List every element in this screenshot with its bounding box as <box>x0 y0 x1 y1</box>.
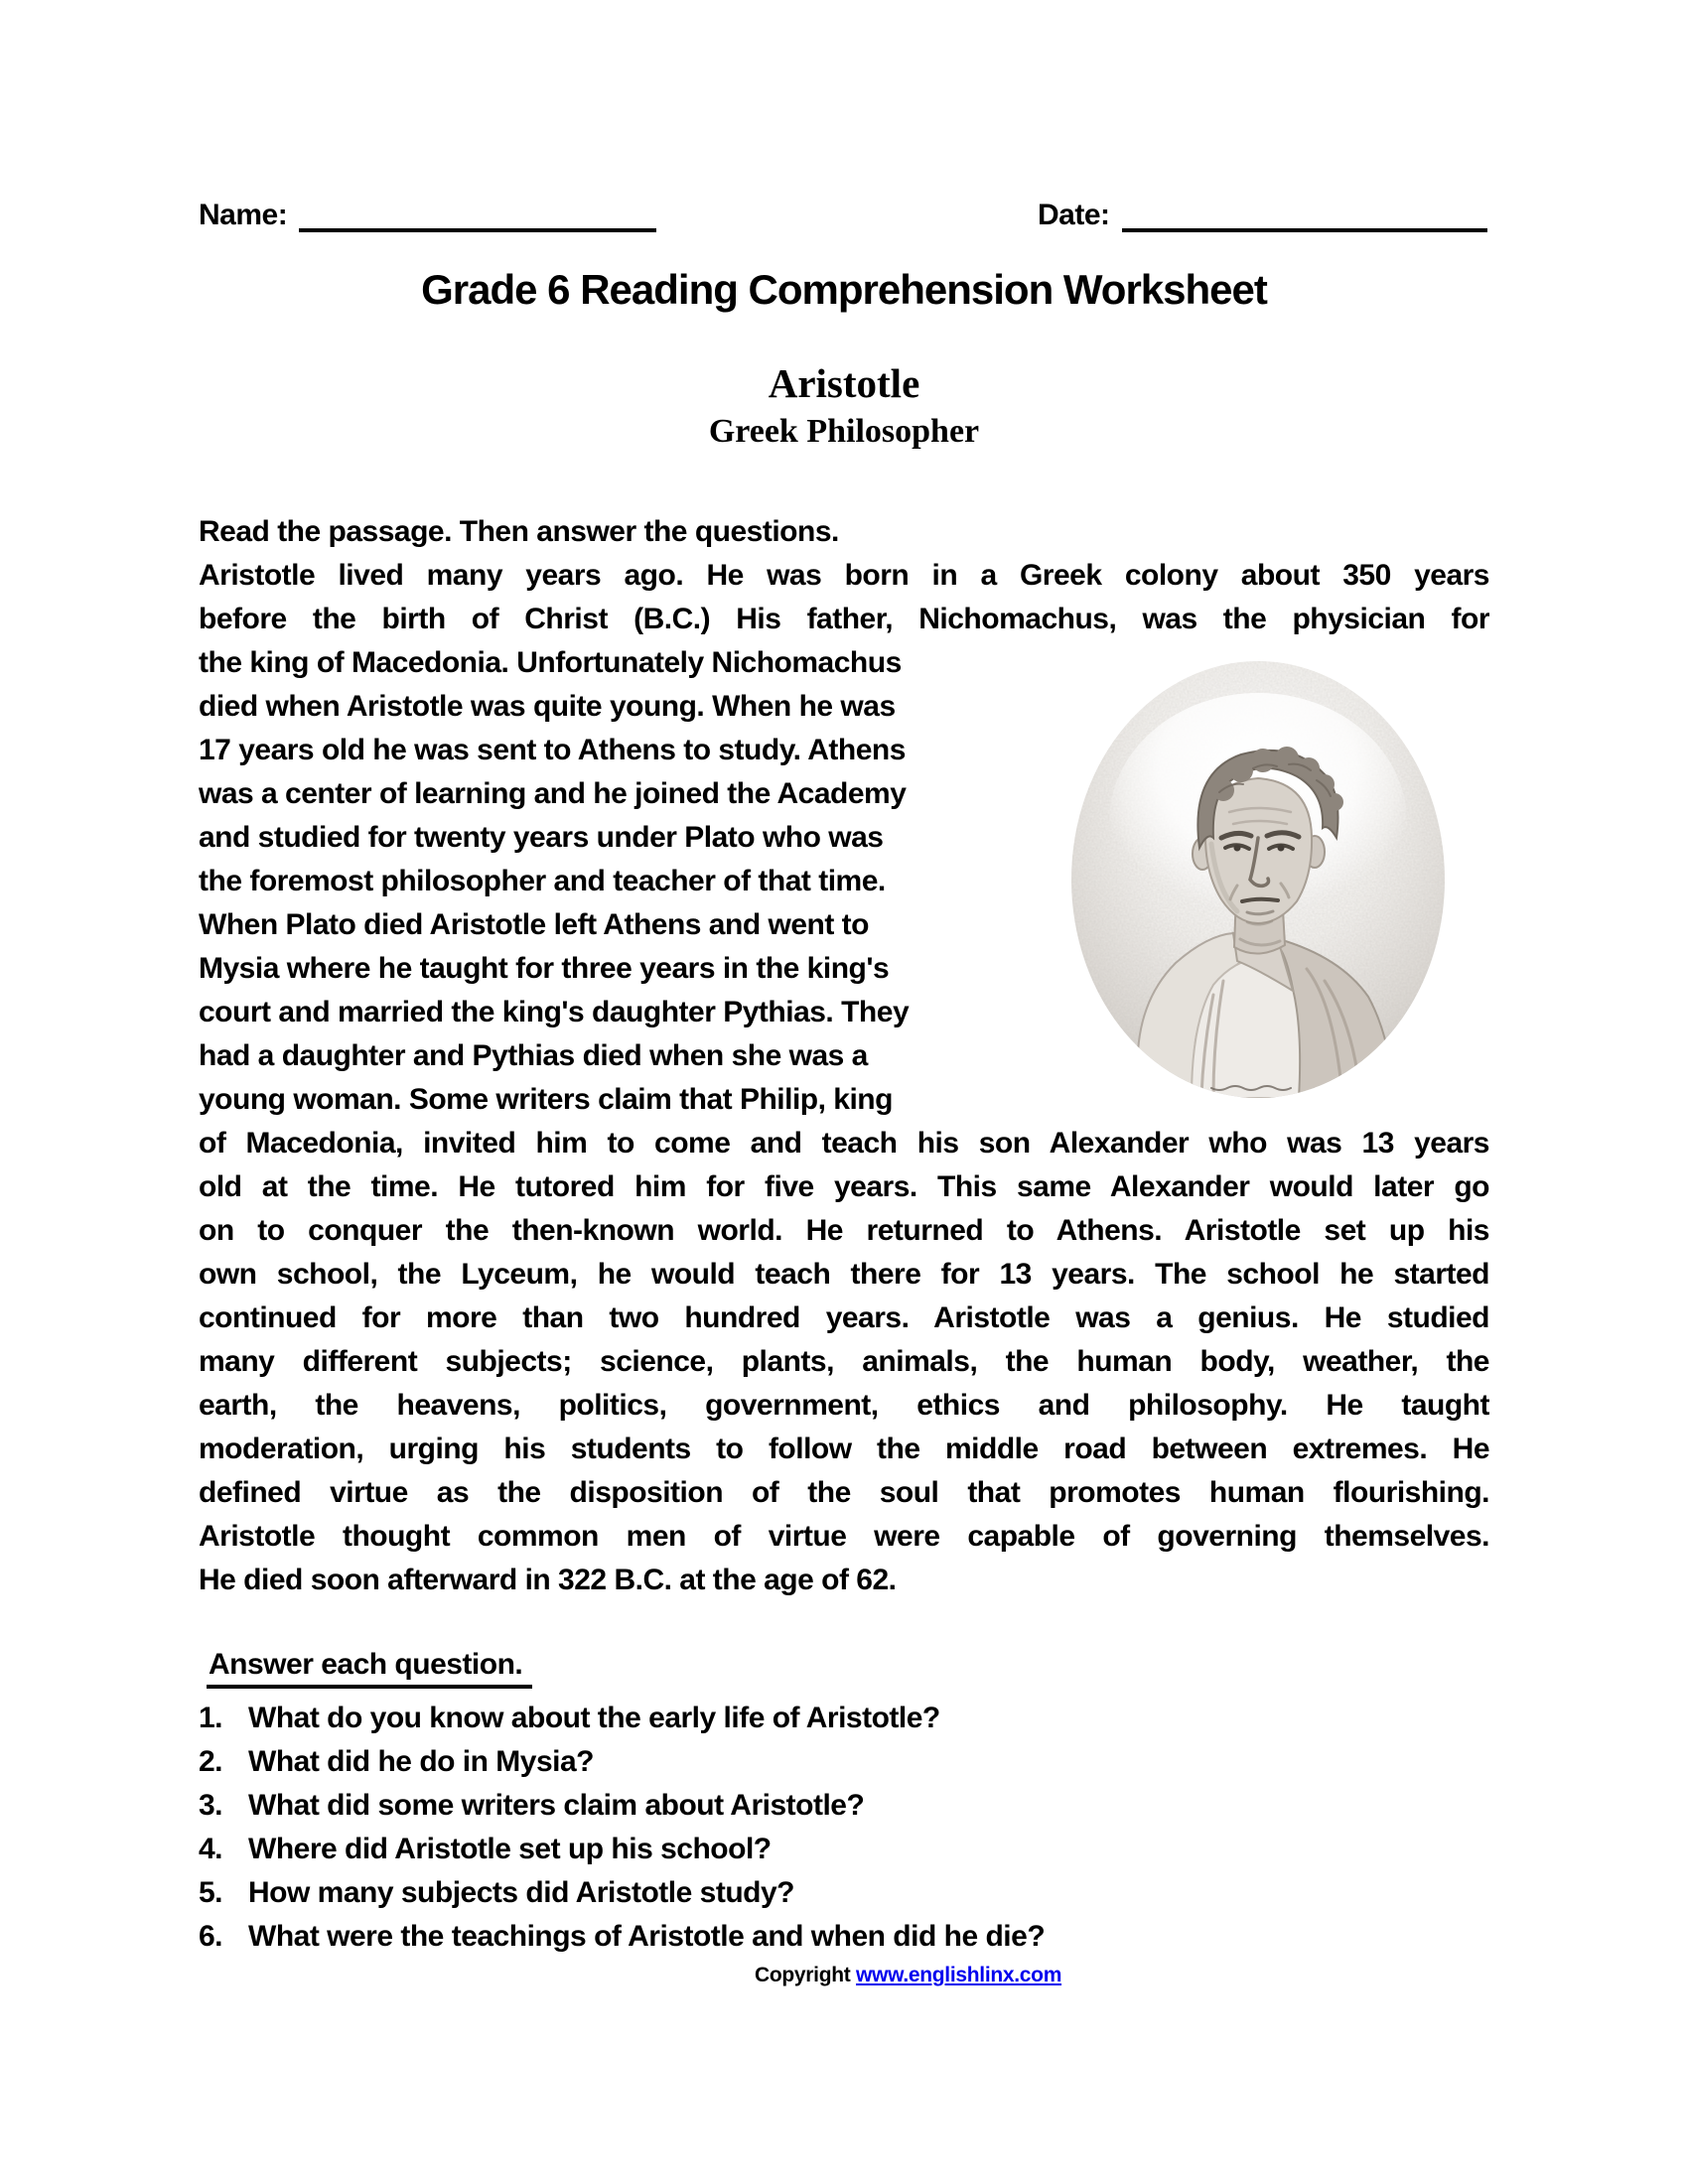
question-number: 5. <box>199 1876 223 1909</box>
passage-line: died when Aristotle was quite young. When he was <box>199 690 896 723</box>
passage-line: many different subjects; science, plants, animals, the human body, weather, the <box>199 1345 1489 1378</box>
passage-line: the foremost philosopher and teacher of that time. <box>199 865 886 897</box>
question-number: 2. <box>199 1745 223 1778</box>
questions-section <box>199 1646 1489 1959</box>
name-field <box>199 197 656 232</box>
passage-tail-lines <box>199 1122 1489 1602</box>
passage-line: Mysia where he taught for three years in the king's <box>199 952 890 985</box>
passage-line: of Macedonia, invited him to come and teach his son Alexander who was 13 years <box>199 1127 1489 1160</box>
name-label: Name: <box>199 199 288 231</box>
passage-line: Aristotle lived many years ago. He was born in a Greek colony about 350 years <box>199 559 1489 592</box>
question-number: 3. <box>199 1789 223 1822</box>
passage-line: When Plato died Aristotle left Athens and went to <box>199 908 869 941</box>
passage-line: and studied for twenty years under Plato who was <box>199 821 884 854</box>
question-item <box>199 1828 1489 1871</box>
passage-line: young woman. Some writers claim that Philip, king <box>199 1083 893 1116</box>
question-text: How many subjects did Aristotle study? <box>248 1876 794 1909</box>
questions-heading: Answer each question. <box>207 1646 532 1689</box>
passage-line: was a center of learning and he joined the Academy <box>199 777 907 810</box>
passage-subtitle: Greek Philosopher <box>708 413 980 450</box>
copyright-label: Copyright <box>755 1964 851 1986</box>
passage-line: 17 years old he was sent to Athens to study. Athens <box>199 734 906 766</box>
passage-title: Aristotle <box>768 360 920 406</box>
question-number: 6. <box>199 1920 223 1953</box>
date-label: Date: <box>1038 199 1110 231</box>
question-text: Where did Aristotle set up his school? <box>248 1833 772 1865</box>
question-item <box>199 1697 1489 1740</box>
passage-line: continued for more than two hundred years. Aristotle was a genius. He studied <box>199 1301 1489 1334</box>
questions-list <box>199 1697 1489 1959</box>
question-item <box>199 1915 1489 1959</box>
question-text: What were the teachings of Aristotle and when did he die? <box>248 1920 1046 1953</box>
passage-line: on to conquer the then-known world. He returned to Athens. Aristotle set up his <box>199 1214 1489 1247</box>
date-blank-line[interactable] <box>1122 197 1487 232</box>
passage-lead-lines <box>199 554 1489 641</box>
passage-line: before the birth of Christ (B.C.) His father, Nichomachus, was the physician for <box>199 603 1489 635</box>
question-item <box>199 1784 1489 1828</box>
passage-line: He died soon afterward in 322 B.C. at the age of 62. <box>199 1564 897 1596</box>
question-number: 1. <box>199 1702 223 1734</box>
question-item <box>199 1740 1489 1784</box>
date-field <box>1038 197 1487 232</box>
question-text: What do you know about the early life of Aristotle? <box>248 1702 940 1734</box>
passage-instruction: Read the passage. Then answer the questions. <box>199 515 839 548</box>
passage-line: the king of Macedonia. Unfortunately Nichomachus <box>199 646 902 679</box>
question-item <box>199 1871 1489 1915</box>
passage-line: had a daughter and Pythias died when she was a <box>199 1039 868 1072</box>
question-text: What did he do in Mysia? <box>248 1745 594 1778</box>
question-number: 4. <box>199 1833 223 1865</box>
passage-line: moderation, urging his students to follow the middle road between extremes. He <box>199 1433 1489 1465</box>
copyright-link[interactable]: www.englishlinx.com <box>856 1964 1062 1986</box>
passage-wrap-lines <box>199 641 1038 1122</box>
name-blank-line[interactable] <box>299 197 656 232</box>
header <box>199 197 1489 240</box>
passage-line: defined virtue as the disposition of the soul that promotes human flourishing. <box>199 1476 1489 1509</box>
footer <box>755 1964 1061 1987</box>
passage-line: earth, the heavens, politics, government, ethics and philosophy. He taught <box>199 1389 1489 1422</box>
passage-line: own school, the Lyceum, he would teach there for 13 years. The school he started <box>199 1258 1489 1291</box>
worksheet-title: Grade 6 Reading Comprehension Worksheet <box>421 266 1267 313</box>
passage-line: court and married the king's daughter Pythias. They <box>199 996 910 1028</box>
aristotle-portrait-image <box>1062 653 1455 1112</box>
passage-line: Aristotle thought common men of virtue were capable of governing themselves. <box>199 1520 1489 1553</box>
question-text: What did some writers claim about Aristotle? <box>248 1789 865 1822</box>
passage-line: old at the time. He tutored him for five years. This same Alexander would later go <box>199 1170 1489 1203</box>
